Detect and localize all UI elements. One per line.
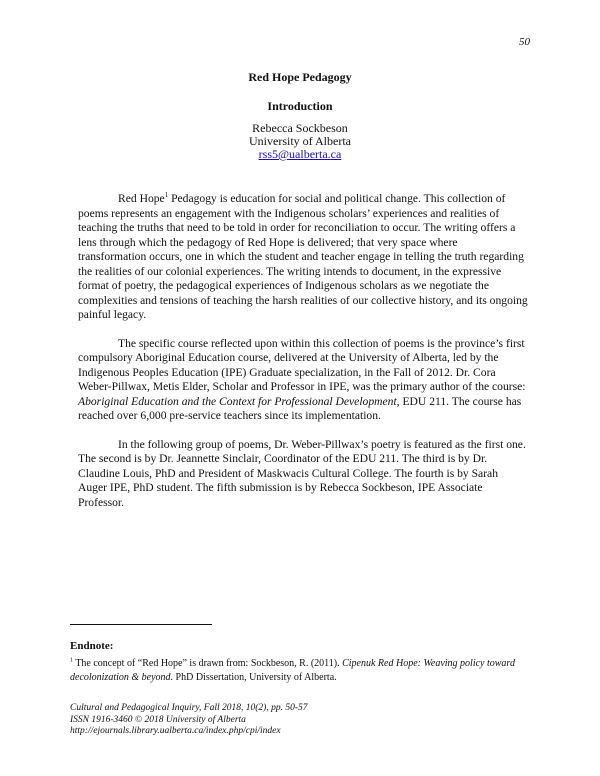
paragraph-lead: Red Hope [118, 192, 165, 205]
article-body [78, 192, 528, 524]
issn-line: ISSN 1916-3460 © 2018 University of Alberta [70, 714, 246, 725]
endnote-heading: Endnote: [70, 640, 114, 652]
journal-url[interactable]: http://ejournals.library.ualberta.ca/index.php/cpi/index [70, 726, 281, 736]
journal-citation: Cultural and Pedagogical Inquiry, Fall 2018, 10(2), pp. 50-57 [70, 703, 308, 713]
section-heading: Introduction [267, 99, 333, 113]
paragraph: In the following group of poems, Dr. Weber-Pillwax’s poetry is featured as the first one. The second is by Dr. Jeannette Sinclair, Coordinator of the EDU 211. The third is by Dr. Claudine Louis, PhD and President of Maskwacis Cultural College. The fourth is by Sarah Auger IPE, PhD student. The fifth submission is by Rebecca Sockbeson, IPE Associate Professor. [78, 437, 526, 509]
author-block [0, 122, 600, 161]
page-footer [70, 703, 530, 738]
course-title: Aboriginal Education and the Context for Professional Development, [78, 394, 400, 408]
endnote-citation-end: . PhD Dissertation, University of Alberta. [170, 671, 337, 683]
endnote-divider [70, 624, 212, 625]
paragraph-text: The specific course reflected upon within this collection of poems is the province’s first compulsory Aboriginal Education course, delivered at the University of Alberta, led by the Indigenous Peoples Education (IPE) Graduate specialization, in the Fall of 2012. Dr. Cora Weber-Pillwax, Metis Elder, Scholar and Professor in IPE, was the primary author of the course: [78, 336, 526, 393]
endnote-number: 1 [70, 657, 73, 664]
author-name: Rebecca Sockbeson [252, 121, 348, 135]
paragraph [78, 192, 528, 323]
footnote-marker[interactable]: 1 [164, 191, 169, 200]
paragraph-text: Pedagogy is education for social and political change. This collection of poems represents an engagement with the Indigenous scholars’ experiences and realities of teaching the truths that need to be told in order for reconciliation to occur. The writing offers a lens through which the pedagogy of Red Hope is delivered; that very space where transformation occurs, one in which the student and teacher engage in telling the truth regarding the realities of our colonial experiences. The writing intends to document, in the expressive format of poetry, the pedagogical experiences of Indigenous scholars as we negotiate the complexities and tensions of teaching the harsh realities of our collective history, and its ongoing painful legacy. [78, 192, 528, 321]
page-number: 50 [519, 36, 530, 48]
paragraph [78, 337, 528, 424]
endnote-citation: The concept of “Red Hope” is drawn from: Sockbeson, R. (2011). [73, 658, 343, 669]
endnote-citation-title: Cipenuk Red Hope: Weaving policy toward decolonization & beyond [70, 658, 515, 683]
article-title: Red Hope Pedagogy [248, 70, 352, 84]
endnote-text [70, 657, 530, 684]
paragraph-text: EDU 211. The course has reached over 6,000 pre-service teachers since its implementation. [78, 394, 522, 422]
author-email-link[interactable]: rss5@ualberta.ca [258, 147, 342, 161]
author-affiliation: University of Alberta [249, 134, 351, 148]
